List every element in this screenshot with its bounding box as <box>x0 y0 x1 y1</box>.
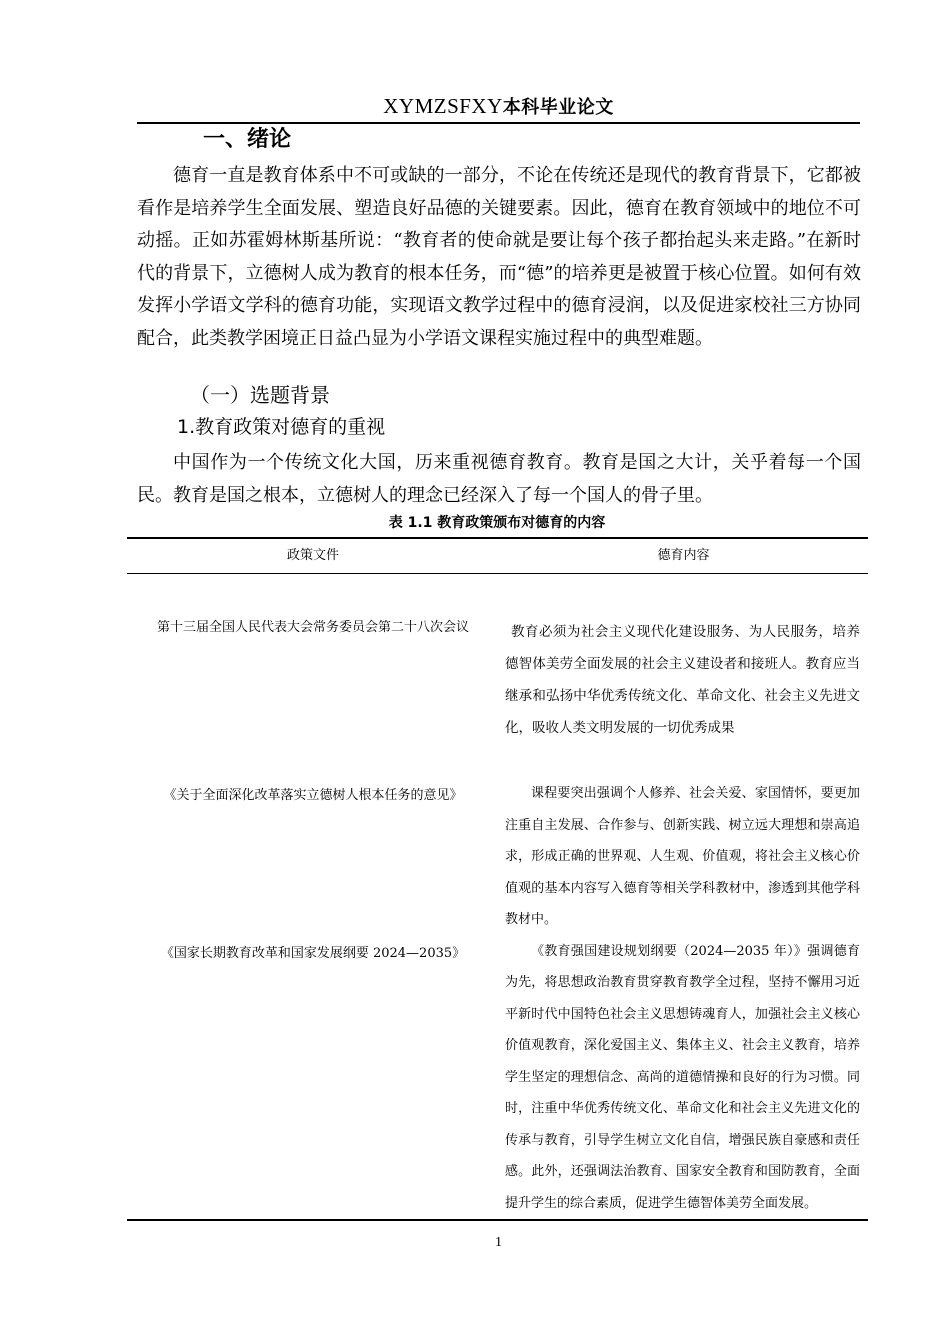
page-number: 1 <box>495 1235 502 1250</box>
header-thesis-label: 本科毕业论文 <box>502 97 614 118</box>
table-row <box>127 778 868 936</box>
table-header-policy: 政策文件 <box>286 548 339 563</box>
section-paragraph: 中国作为一个传统文化大国，历来重视德育教育。教育是国之大计，关乎着每一个国民。教育是国之根本，立德树人的理念已经深入了每一个国人的骨子里。 <box>137 452 861 506</box>
table-cell-content: 课程要突出强调个人修养、社会关爱、家国情怀，要更加注重自主发展、合作参与、创新实践、树立远大理想和崇高追求，形成正确的世界观、人生观、价值观，将社会主义核心价值观的基本内容写入德育等相关学科教材中，渗透到其他学科教材中。 <box>505 786 860 927</box>
table-header-row <box>127 539 868 574</box>
table-header-content: 德育内容 <box>657 548 710 563</box>
table-cell-content: 教育必须为社会主义现代化建设服务、为人民服务，培养德智体美劳全面发展的社会主义建设者和接班人。教育应当继承和弘扬中华优秀传统文化、革命文化、社会主义先进文化，吸收人类文明发展的一切优秀成果 <box>505 624 860 736</box>
chapter-title: 一、绪论 <box>203 127 292 152</box>
table-cell-policy: 第十三届全国人民代表大会常务委员会第二十八次会议 <box>156 620 469 635</box>
section-title: （一）选题背景 <box>190 383 330 407</box>
table-cell-policy: 《国家长期教育改革和国家发展纲要 2024—2035》 <box>160 945 466 961</box>
header-school-code: XYMZSFXY <box>383 94 503 118</box>
table-cell-content: 《教育强国建设规划纲要（2024—2035 年）》强调德育为先，将思想政治教育贯穿教育教学全过程，坚持不懈用习近平新时代中国特色社会主义思想铸魂育人，加强社会主义核心价值观教育，深化爱国主义、集体主义、社会主义教育，培养学生坚定的理想信念、高尚的道德情操和良好的行为习惯。同时，注重中华优秀传统文化、革命文化和社会主义先进文化的传承与教育，引导学生树立文化自信，增强民族自豪感和责任感。此外，还强调法治教育、国家安全教育和国防教育，全面提升学生的综合素质，促进学生德智体美劳全面发展。 <box>505 943 860 1211</box>
intro-paragraph: 德育一直是教育体系中不可或缺的一部分，不论在传统还是现代的教育背景下，它都被看作是培养学生全面发展、塑造良好品德的关键要素。因此，德育在教育领域中的地位不可动摇。正如苏霍姆林斯基所说：“教育者的使命就是要让每个孩子都抬起头来走路。”在新时代的背景下，立德树人成为教育的根本任务，而“德”的培养更是被置于核心位置。如何有效发挥小学语文学科的德育功能，实现语文教学过程中的德育浸润，以及促进家校社三方协同配合，此类教学困境正日益凸显为小学语文课程实施过程中的典型难题。 <box>137 165 861 349</box>
table-row <box>127 936 868 1220</box>
table-cell-policy: 《关于全面深化改革落实立德树人根本任务的意见》 <box>163 788 463 803</box>
running-header <box>137 92 860 124</box>
table-row <box>127 574 868 778</box>
table-caption: 表 1.1 教育政策颁布对德育的内容 <box>388 515 606 531</box>
policy-table <box>127 537 868 1221</box>
subsection-title: 1.教育政策对德育的重视 <box>177 416 386 438</box>
